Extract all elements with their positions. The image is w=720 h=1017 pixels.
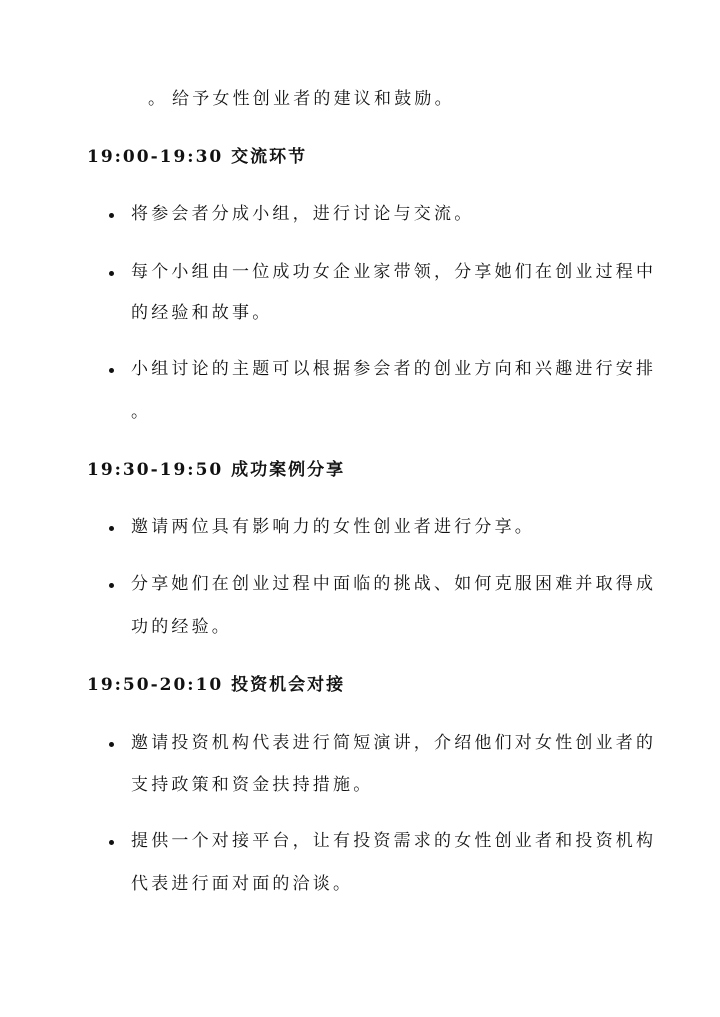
sub-bullet-marker: 。 (148, 89, 165, 109)
section-heading-investment: 19:50-20:10 投资机会对接 (87, 675, 346, 695)
bullet-icon (109, 213, 114, 218)
list-item-text: 分享她们在创业过程中面临的挑战、如何克服困难并取得成 (131, 574, 657, 594)
list-item-text: 将参会者分成小组，进行讨论与交流。 (131, 204, 475, 224)
list-item-text: 每个小组由一位成功女企业家带领，分享她们在创业过程中 (131, 262, 657, 282)
list-item-text: 小组讨论的主题可以根据参会者的创业方向和兴趣进行安排 (131, 359, 657, 379)
list-item-text-continued: 的经验和故事。 (131, 303, 273, 323)
section-heading-exchange: 19:00-19:30 交流环节 (87, 147, 308, 167)
list-item-text-continued: 。 (131, 402, 152, 422)
list-item-text: 提供一个对接平台，让有投资需求的女性创业者和投资机构 (131, 831, 657, 851)
list-item-text-continued: 功的经验。 (131, 617, 232, 637)
list-item-text: 邀请两位具有影响力的女性创业者进行分享。 (131, 517, 535, 537)
bullet-icon (109, 742, 114, 747)
bullet-icon (109, 583, 114, 588)
intro-text: 给予女性创业者的建议和鼓励。 (172, 89, 455, 109)
section-heading-case-study: 19:30-19:50 成功案例分享 (87, 460, 346, 480)
list-item-text-continued: 支持政策和资金扶持措施。 (131, 775, 374, 795)
bullet-icon (109, 526, 114, 531)
bullet-icon (109, 271, 114, 276)
bullet-icon (109, 368, 114, 373)
list-item-text: 邀请投资机构代表进行简短演讲，介绍他们对女性创业者的 (131, 733, 657, 753)
bullet-icon (109, 840, 114, 845)
list-item-text-continued: 代表进行面对面的洽谈。 (131, 874, 354, 894)
